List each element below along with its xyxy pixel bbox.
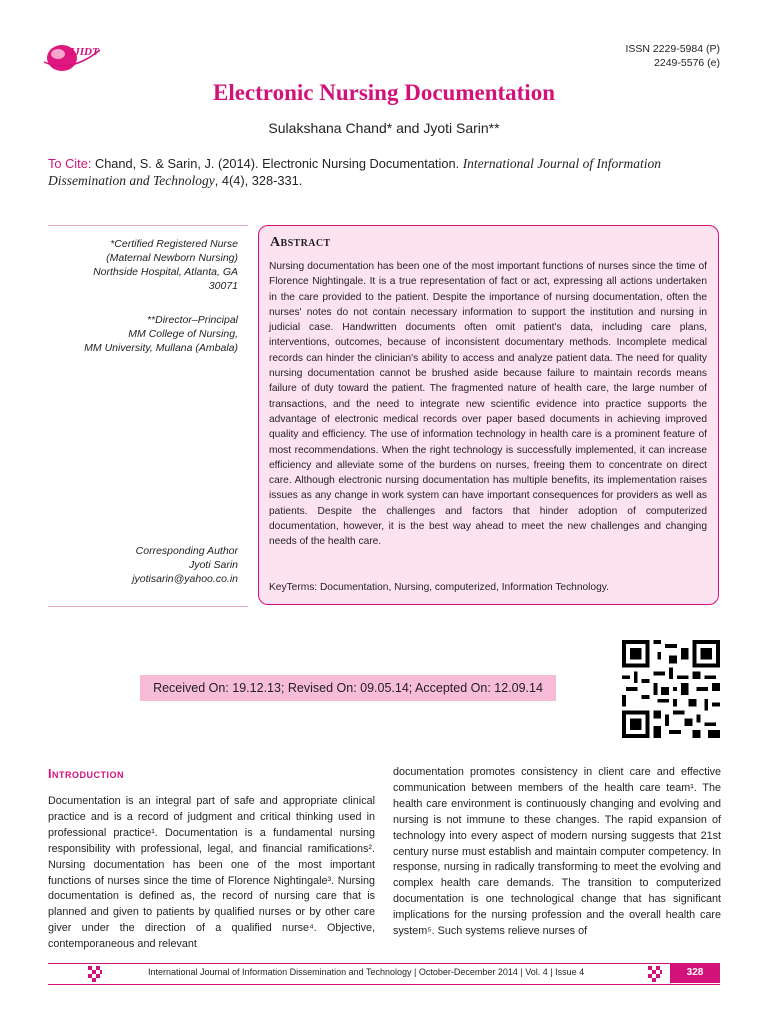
journal-logo <box>40 38 106 76</box>
page-number: 328 <box>670 963 720 983</box>
logo-text: IJIDT <box>70 46 99 58</box>
affiliation-line: (Maternal Newborn Nursing) <box>106 252 238 264</box>
corresponding-email[interactable]: jyotisarin@yahoo.co.in <box>132 573 238 585</box>
keyterms: KeyTerms: Documentation, Nursing, computerized, Information Technology. <box>269 582 609 593</box>
affiliations-panel <box>48 225 248 607</box>
body-column-right: documentation promotes consistency in client care and effective communication between members of the health care team¹. The health care environment is continuously changing and evolving and nursing is not immune to these changes. The rapid expansion of technology into every aspect of modern nursing suggests that 21st century nurse must establish and maintain computer competency. In response, nursing in radically transforming to meet the evolving and complex health care demands. The transition to computerized documentation is one technological change that has significant implications for the nursing profession and the overall health care system⁵. Such systems relieve nurses of <box>393 766 721 938</box>
body-column-left: Documentation is an integral part of safe and appropriate clinical practice and is a record of judgment and critical thinking used in professional practice¹. Documentation is a fundamental nursing responsibility with professional, legal, and financial ramifications². Nursing documentation has been one of the most important functions of nurses since the time of Florence Nightingale³. Nursing documentation is defined as, the record of nursing care that is planned and given to patients by qualified nurses or by other care giver under the direction of a qualified nurse⁴. Objective, contemporaneous and relevant <box>48 795 375 951</box>
affiliation-line: Northside Hospital, Atlanta, GA <box>93 266 238 278</box>
abstract-text: Nursing documentation has been one of the most important functions of nurses since the time of Florence Nightingale. It is a true representation of fact or act, expressing all actions undertaken in the care provided to the patient. Despite the importance of nursing documentation, often the nurses' notes do not contain necessary information to support the institution and nursing in judicial case. Handwritten documents often omit patient's data, including care plans, interventions, outcomes, because of inconsistent documentary methods. Incomplete medical records can hinder the clinician's ability to access and analyze patient data. The need for quality nursing documentation cannot be brushed aside because failure to maintain records means failure of duty toward the patient. The fragmented nature of health care, the large number of transactions, and the need to integrate new scientific evidence into practice supports the advantage of electronic medical records over paper based documents in achieving improved quality and efficiency. The use of information technology in health care is a prominent feature of most recommendations. When the right technology is successfully implemented, it can increase efficiency and alleviate some of the burdens on nurses, freeing them to concentrate on direct care. Although electronic nursing documentation has multiple benefits, its implementation raises issues as any change in work system can have important consequences for providers as well as patients. Despite the challenges and factors that hinder adoption of computerized documentation, however, it is the best way ahead to meet the new challenges and changing needs of the health care. <box>269 261 707 548</box>
footer-journal-info: International Journal of Information Dissemination and Technology | October-December 2014 | Vol. 4 | Issue 4 <box>148 967 585 977</box>
corresponding-author <box>132 544 238 586</box>
citation-rest: , 4(4), 328-331. <box>214 173 303 188</box>
corresponding-name: Jyoti Sarin <box>188 559 238 571</box>
article-authors: Sulakshana Chand* and Jyoti Sarin** <box>268 120 500 136</box>
affiliation-line: 30071 <box>208 280 238 292</box>
issn-online: 2249-5576 (e) <box>654 57 720 69</box>
qr-code-icon[interactable] <box>622 640 720 738</box>
citation <box>48 155 720 189</box>
affiliation-1 <box>93 237 238 293</box>
issn-print: ISSN 2229-5984 (P) <box>625 43 720 55</box>
citation-journal: International Journal of Information Dissemination and Technology <box>48 156 662 188</box>
page-footer <box>48 963 720 985</box>
abstract-heading: Abstract <box>270 235 331 250</box>
checker-pattern-icon <box>88 966 102 982</box>
issn-block <box>625 42 720 70</box>
affiliation-line: **Director–Principal <box>146 314 238 326</box>
abstract-box <box>258 225 719 605</box>
corresponding-label: Corresponding Author <box>135 545 238 557</box>
affiliation-line: MM College of Nursing, <box>128 328 238 340</box>
affiliation-line: *Certified Registered Nurse <box>110 238 238 250</box>
section-heading-introduction: Introduction <box>48 767 124 781</box>
citation-label: To Cite: <box>48 156 92 171</box>
affiliation-2 <box>84 313 238 355</box>
article-title: Electronic Nursing Documentation <box>212 80 555 105</box>
checker-pattern-icon <box>648 966 662 982</box>
citation-text: Chand, S. & Sarin, J. (2014). Electronic Nursing Documentation. <box>91 156 463 171</box>
affiliation-line: MM University, Mullana (Ambala) <box>84 342 238 354</box>
received-dates: Received On: 19.12.13; Revised On: 09.05.14; Accepted On: 12.09.14 <box>140 675 556 701</box>
